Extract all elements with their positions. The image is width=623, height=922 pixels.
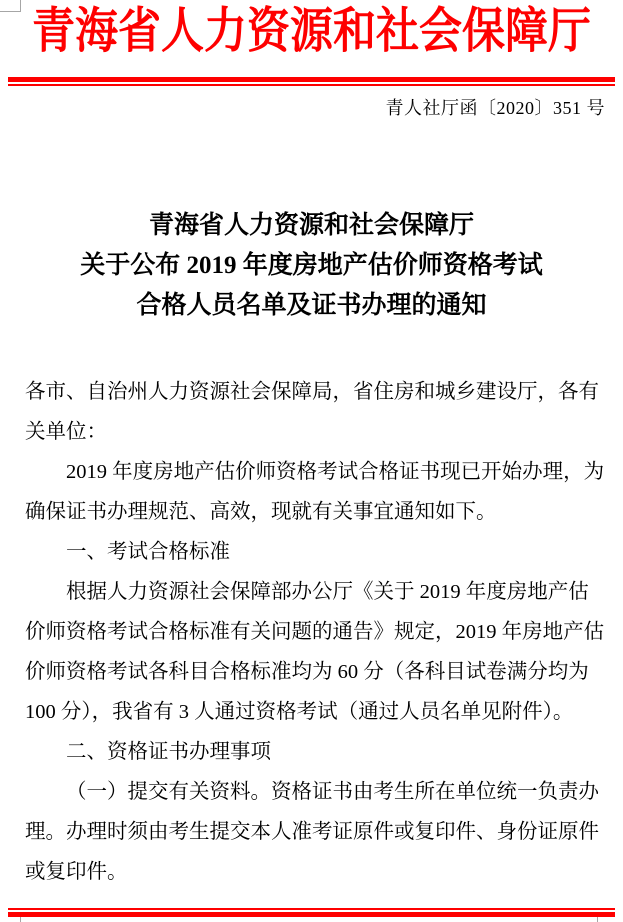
body-line-addressees: 各市、自治州人力资源社会保障局，省住房和城乡建设厅，各有 bbox=[25, 380, 599, 403]
notice-body bbox=[25, 372, 603, 892]
document-number: 青人社厅函〔2020〕351 号 bbox=[385, 97, 605, 118]
letterhead-divider-thin-line bbox=[8, 84, 615, 86]
page-bottom-left-crop-mark bbox=[20, 917, 21, 922]
letterhead-divider bbox=[8, 77, 615, 86]
page-bottom-right-crop-mark bbox=[597, 917, 598, 922]
footer-divider bbox=[8, 908, 615, 917]
body-line-intro-cont: 确保证书办理规范、高效，现就有关事宜通知如下。 bbox=[25, 500, 497, 523]
body-line-materials-cont-2: 或复印件。 bbox=[25, 860, 128, 883]
notice-title-line-1: 青海省人力资源和社会保障厅 bbox=[148, 211, 474, 239]
body-line-standard-cont-3: 100 分），我省有 3 人通过资格考试（通过人员名单见附件）。 bbox=[25, 700, 574, 723]
footer-divider-thick-line bbox=[8, 912, 615, 917]
body-line-materials: （一）提交有关资料。资格证书由考生所在单位统一负责办 bbox=[66, 780, 599, 803]
notice-title-line-2: 关于公布 2019 年度房地产估价师资格考试 bbox=[80, 251, 543, 279]
notice-title bbox=[0, 206, 623, 326]
notice-title-line-3: 合格人员名单及证书办理的通知 bbox=[136, 291, 487, 319]
letterhead-agency-name: 青海省人力资源和社会保障厅 bbox=[32, 5, 591, 59]
body-line-standard-cont-2: 价师资格考试各科目合格标准均为 60 分（各科目试卷满分均为 bbox=[25, 660, 589, 683]
body-line-standard-cont-1: 价师资格考试合格标准有关问题的通告》规定，2019 年房地产估 bbox=[25, 620, 605, 643]
section-heading-1: 一、考试合格标准 bbox=[66, 540, 230, 563]
body-line-addressees-cont: 关单位： bbox=[25, 420, 107, 443]
body-line-standard: 根据人力资源社会保障部办公厅《关于 2019 年度房地产估 bbox=[66, 580, 589, 603]
body-line-materials-cont-1: 理。办理时须由考生提交本人准考证原件或复印件、身份证原件 bbox=[25, 820, 599, 843]
body-line-intro: 2019 年度房地产估价师资格考试合格证书现已开始办理，为 bbox=[66, 460, 605, 483]
section-heading-2: 二、资格证书办理事项 bbox=[66, 740, 271, 763]
